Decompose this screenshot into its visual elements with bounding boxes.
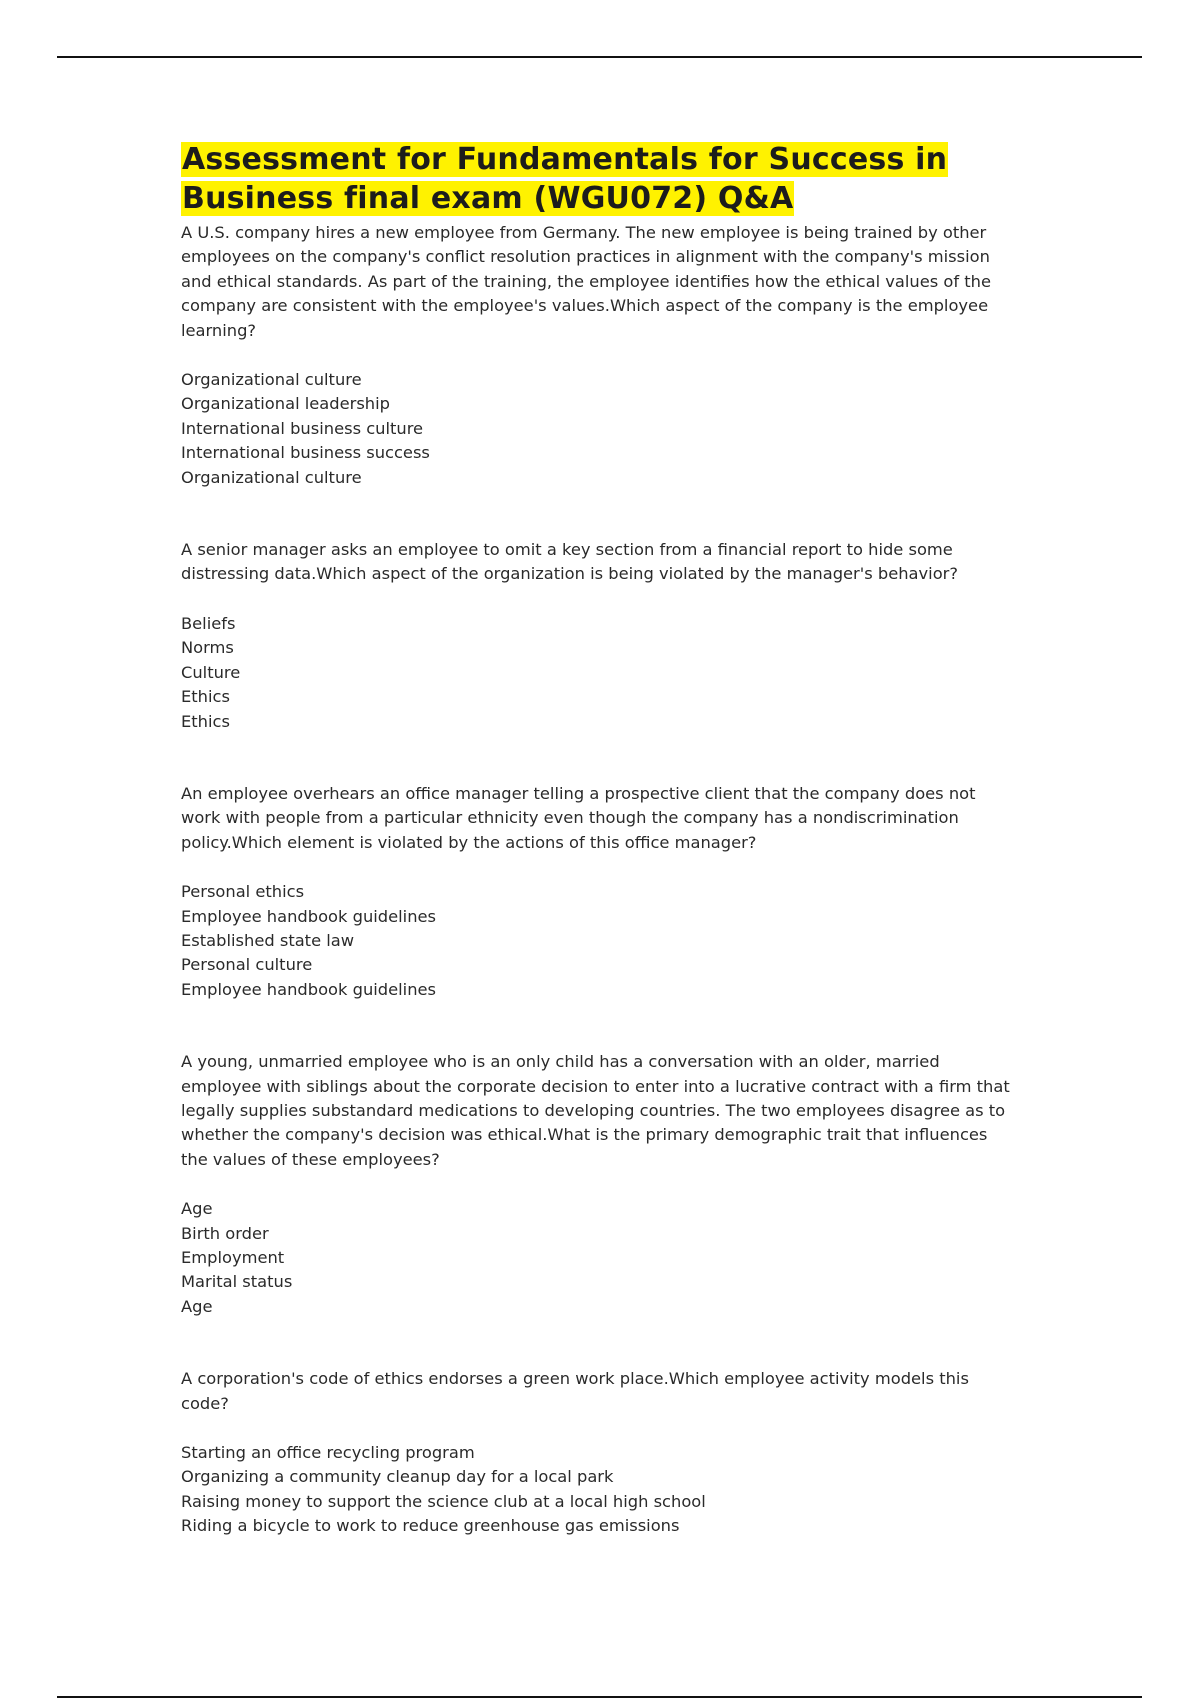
question-block-3 xyxy=(181,782,1016,1002)
answer-options xyxy=(181,1197,1016,1319)
correct-answer: Age xyxy=(181,1296,213,1316)
answer-option: Employment xyxy=(181,1248,285,1267)
answer-option: Established state law xyxy=(181,930,355,950)
answer-options xyxy=(181,368,1016,490)
answer-option: Beliefs xyxy=(181,613,236,633)
answer-option: Starting an office recycling program xyxy=(181,1443,475,1463)
question-text: A corporation's code of ethics endorses a green work place.Which employee activity models this code? xyxy=(181,1369,969,1413)
answer-option: Personal ethics xyxy=(181,882,305,902)
document-title xyxy=(181,140,1016,218)
answer-option: International business culture xyxy=(181,418,424,438)
answer-option: Organizing a community cleanup day for a local park xyxy=(181,1467,614,1487)
answer-option: Birth order xyxy=(181,1223,269,1243)
answer-option: Norms xyxy=(181,638,234,658)
question-text: A young, unmarried employee who is an only child has a conversation with an older, married employee with siblings about the corporate decision to enter into a lucrative contract with a firm that legally supplies substandard medications to developing countries. The two employees disagree as to whether the company's decision was ethical.What is the primary demographic trait that influences the values of these employees? xyxy=(181,1052,1010,1169)
answer-option: Ethics xyxy=(181,687,230,707)
answer-option: Personal culture xyxy=(181,955,313,975)
question-block-4 xyxy=(181,1050,1016,1319)
question-block-1 xyxy=(181,221,1016,490)
answer-option: Culture xyxy=(181,662,241,682)
answer-option: Employee handbook guidelines xyxy=(181,906,437,926)
answer-option: International business success xyxy=(181,443,430,463)
question-block-5 xyxy=(181,1367,1016,1538)
answer-option: Riding a bicycle to work to reduce greenhouse gas emissions xyxy=(181,1516,680,1536)
correct-answer: Employee handbook guidelines xyxy=(181,979,437,999)
question-block-2 xyxy=(181,538,1016,734)
correct-answer: Organizational culture xyxy=(181,467,362,487)
answer-option: Age xyxy=(181,1199,213,1219)
answer-options xyxy=(181,880,1016,1002)
document-body xyxy=(181,140,1016,1587)
answer-option: Organizational leadership xyxy=(181,394,390,414)
answer-options xyxy=(181,612,1016,734)
answer-options xyxy=(181,1441,1016,1539)
answer-option: Marital status xyxy=(181,1272,293,1292)
answer-option: Raising money to support the science club at a local high school xyxy=(181,1491,706,1511)
bottom-divider xyxy=(57,1696,1142,1698)
question-text: A senior manager asks an employee to omit a key section from a financial report to hide some distressing data.Which aspect of the organization is being violated by the manager's behavior? xyxy=(181,540,958,584)
question-text: An employee overhears an office manager telling a prospective client that the company does not work with people from a particular ethnicity even though the company has a nondiscrimination policy.Which element is violated by the actions of this office manager? xyxy=(181,783,976,852)
highlighted-title-text: Assessment for Fundamentals for Success in Business final exam (WGU072) Q&A xyxy=(182,142,948,216)
question-text: A U.S. company hires a new employee from Germany. The new employee is being trained by other employees on the company's conflict resolution practices in alignment with the company's mission and ethical standards. As part of the training, the employee identifies how the ethical values of the company are consistent with the employee's values.Which aspect of the company is the employee learning? xyxy=(181,223,991,340)
correct-answer: Ethics xyxy=(181,711,230,731)
top-divider xyxy=(57,56,1142,58)
answer-option: Organizational culture xyxy=(181,370,362,390)
